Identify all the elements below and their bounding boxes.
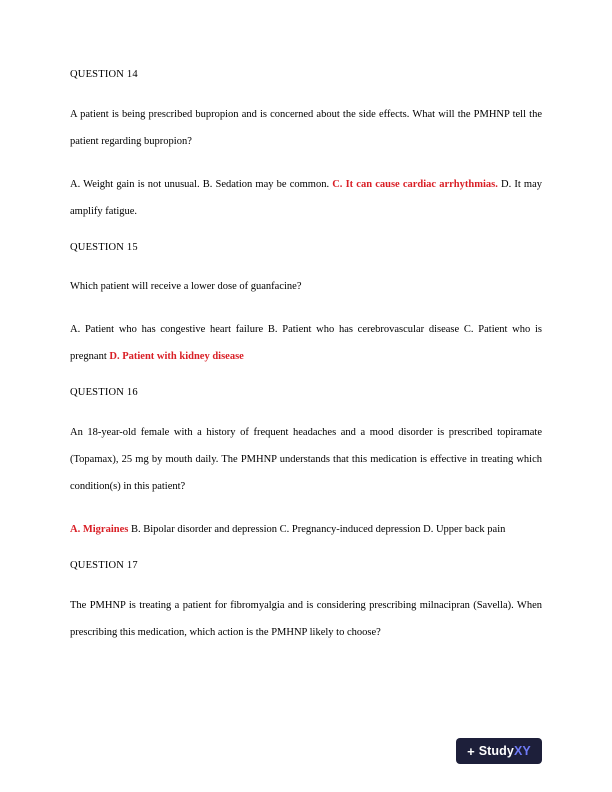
answer-choices — [70, 516, 542, 543]
question-heading: QUESTION 16 — [70, 387, 138, 399]
correct-answer: D. Patient with kidney disease — [109, 351, 244, 363]
question-stem: The PMHNP is treating a patient for fibromyalgia and is considering prescribing milnacipran (Savella). When prescribing this medication, which action is the PMHNP likely to choose? — [70, 599, 542, 638]
choices-pre-text: A. Patient who has congestive heart failure B. Patient who has cerebrovascular disease C. Patient who is pregnant — [70, 324, 542, 363]
brand-name — [479, 744, 531, 758]
correct-answer: A. Migraines — [70, 523, 129, 535]
plus-icon: + — [467, 743, 475, 759]
choices-post-text: B. Bipolar disorder and depression C. Pregnancy-induced depression D. Upper back pain — [128, 523, 506, 535]
question-stem: Which patient will receive a lower dose of guanfacine? — [70, 281, 302, 293]
answer-choices — [70, 171, 542, 225]
question-heading: QUESTION 17 — [70, 559, 138, 571]
studyxy-logo — [456, 738, 542, 764]
question-heading: QUESTION 15 — [70, 241, 138, 253]
brand-accent-text: XY — [513, 744, 531, 758]
question-stem: A patient is being prescribed bupropion and is concerned about the side effects. What will the PMHNP tell the patient regarding bupropion? — [70, 108, 542, 147]
question-stem: An 18-year-old female with a history of frequent headaches and a mood disorder is prescribed topiramate (Topamax), 25 mg by mouth daily. The PMHNP understands that this medication is effective in treating which condition(s) in this patient? — [70, 426, 542, 492]
answer-choices — [70, 316, 542, 370]
brand-main-text: Study — [478, 744, 514, 758]
correct-answer: C. It can cause cardiac arrhythmias. — [332, 178, 498, 190]
question-heading: QUESTION 14 — [70, 69, 138, 80]
choices-post-text: D. It may amplify fatigue. — [70, 178, 542, 217]
choices-pre-text: A. Weight gain is not unusual. B. Sedation may be common. — [70, 178, 333, 190]
